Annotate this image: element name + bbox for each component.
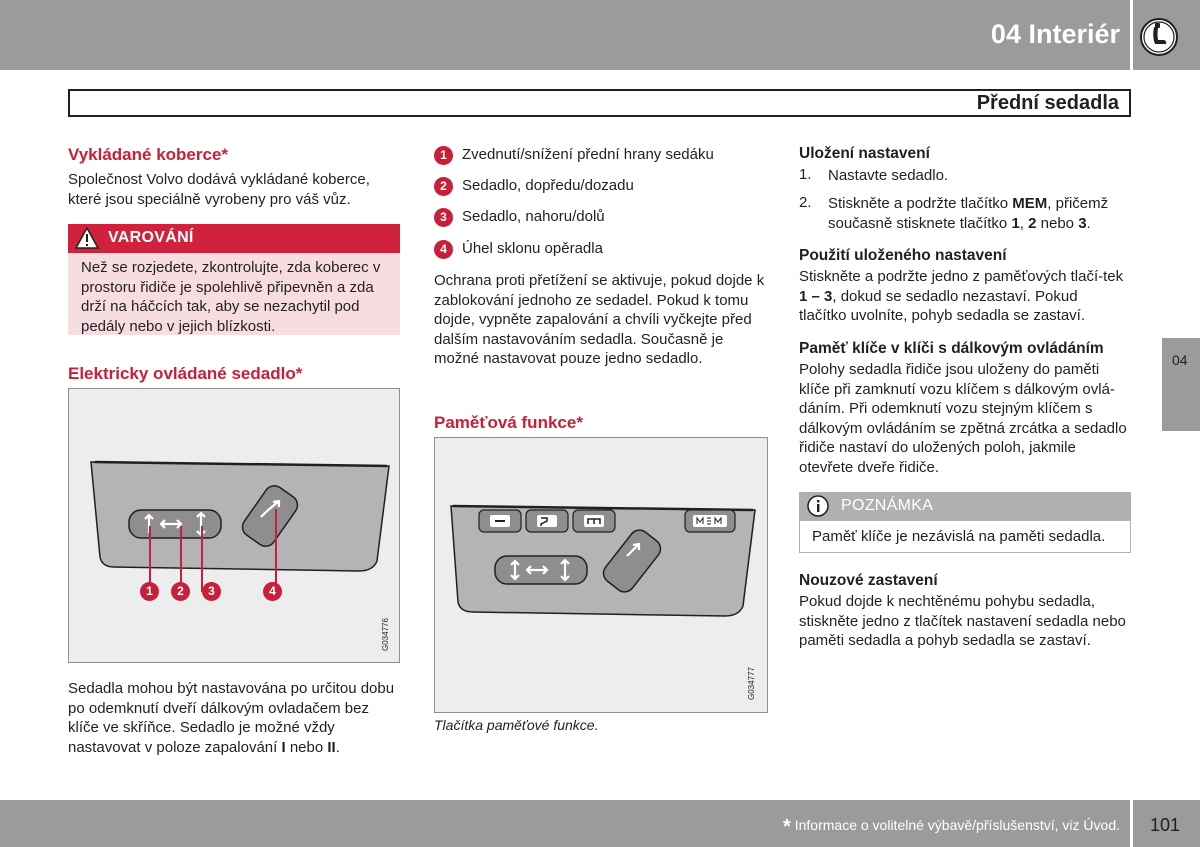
chapter-title: 04 Interiér <box>990 19 1120 49</box>
list-num-3: 3 <box>434 208 453 227</box>
chapter-tab-label: 04 <box>1172 352 1188 368</box>
store-heading: Uložení nastavení <box>799 145 930 162</box>
callout-3: 3 <box>202 582 221 601</box>
warning-body <box>68 253 400 335</box>
note-body <box>799 520 1131 553</box>
seat-control-illustration <box>69 389 400 663</box>
list-item-4: Úhel sklonu opěradla <box>462 240 603 257</box>
info-icon <box>807 495 829 517</box>
warning-header <box>68 224 400 253</box>
warning-text: Než se rozjedete, zkontrolujte, zda koberec v prostoru řidiče je spolehlivě připevněn a zda drží na háčcích tak, aby se nezachytil pod pedály nebo v jejich blízkosti. <box>81 259 381 335</box>
section-title: Přední sedadla <box>976 92 1119 114</box>
header-bar <box>0 0 1130 70</box>
step-num-1: 1. <box>799 166 812 183</box>
stop-text: Pokud dojde k nechtěnému pohybu sedadla, stiskněte jedno z tlačítek nastavení sedadla nebo paměti sedadla a pohyb sedadla se zastaví. <box>799 593 1126 649</box>
note-text: Paměť klíče je nezávislá na paměti sedadla. <box>812 528 1106 545</box>
list-item-3: Sedadlo, nahoru/dolů <box>462 208 605 225</box>
memory-buttons-figure <box>434 437 768 713</box>
step-num-2: 2. <box>799 194 812 211</box>
list-num-1: 1 <box>434 146 453 165</box>
carpets-heading: Vykládané koberce* <box>68 145 229 164</box>
seat-control-figure <box>68 388 400 663</box>
warning-triangle-icon <box>74 226 100 250</box>
memory-buttons-illustration <box>435 438 768 713</box>
callout-1: 1 <box>140 582 159 601</box>
note-label: POZNÁMKA <box>841 497 934 514</box>
note-header <box>799 492 1131 520</box>
footer-note: * Informace o volitelné výbavě/příslušenství, viz Úvod. <box>783 816 1120 838</box>
key-memory-heading: Paměť klíče v klíči s dálkovým ovládáním <box>799 340 1104 357</box>
list-num-2: 2 <box>434 177 453 196</box>
store-step-1: Nastavte sedadlo. <box>828 167 949 184</box>
seat-heading: Elektricky ovládané sedadlo* <box>68 364 303 383</box>
stop-heading: Nouzové zastavení <box>799 572 938 589</box>
carpets-text: Společnost Volvo dodává vykládané koberce, které jsou speciálně vyrobeny pro váš vůz. <box>68 171 370 208</box>
section-header <box>68 89 1131 117</box>
list-num-4: 4 <box>434 240 453 259</box>
figure-code: G034776 <box>381 618 390 651</box>
list-item-1: Zvednutí/snížení přední hrany sedáku <box>462 146 714 163</box>
page-number: 101 <box>1150 815 1181 835</box>
key-memory-text: Polohy sedadla řidiče jsou uloženy do paměti klíče při zamknutí vozu klíčem s dálkovým ovlá-dáním. Při odemknutí vozu stejným klíčem s dálkovým ovládáním se zpětná zrcátka a sedadlo řidiče nastaví do uložených poloh, jakmile otevřete dveře řidiče. <box>799 361 1127 476</box>
seat-icon <box>1139 17 1179 57</box>
seat-text: Sedadla mohou být nastavována po určitou dobu po odemknutí dveří dálkovým ovladačem bez klíče ve skříňce. Sedadlo je možné vždy nastavovat v poloze zapalování I nebo II. <box>68 680 395 756</box>
chapter-tab[interactable] <box>1162 338 1200 431</box>
figure-code-memory: G034777 <box>747 667 756 700</box>
callout-2: 2 <box>171 582 190 601</box>
list-item-2: Sedadlo, dopředu/dozadu <box>462 177 634 194</box>
overload-text: Ochrana proti přetížení se aktivuje, pokud dojde k zablokování jednoho ze sedadel. Pokud k tomu dojde, vypněte zapalování a chvíli vyčkejte před dalším nastavováním sedadla. Současně je možné nastavovat pouze jedno sedadlo. <box>434 272 765 367</box>
figure-caption: Tlačítka paměťové funkce. <box>434 717 599 733</box>
store-step-2: Stiskněte a podržte tlačítko MEM, přičemž současně stisknete tlačítko 1, 2 nebo 3. <box>828 195 1109 232</box>
memory-heading: Paměťová funkce* <box>434 413 583 432</box>
use-text: Stiskněte a podržte jedno z paměťových tlačí-tek 1 – 3, dokud se sedadlo nezastaví. Pokud tlačítko uvolníte, pohyb sedadla se zastaví. <box>799 268 1124 324</box>
warning-label: VAROVÁNÍ <box>108 229 194 246</box>
use-heading: Použití uloženého nastavení <box>799 247 1007 264</box>
callout-4: 4 <box>263 582 282 601</box>
